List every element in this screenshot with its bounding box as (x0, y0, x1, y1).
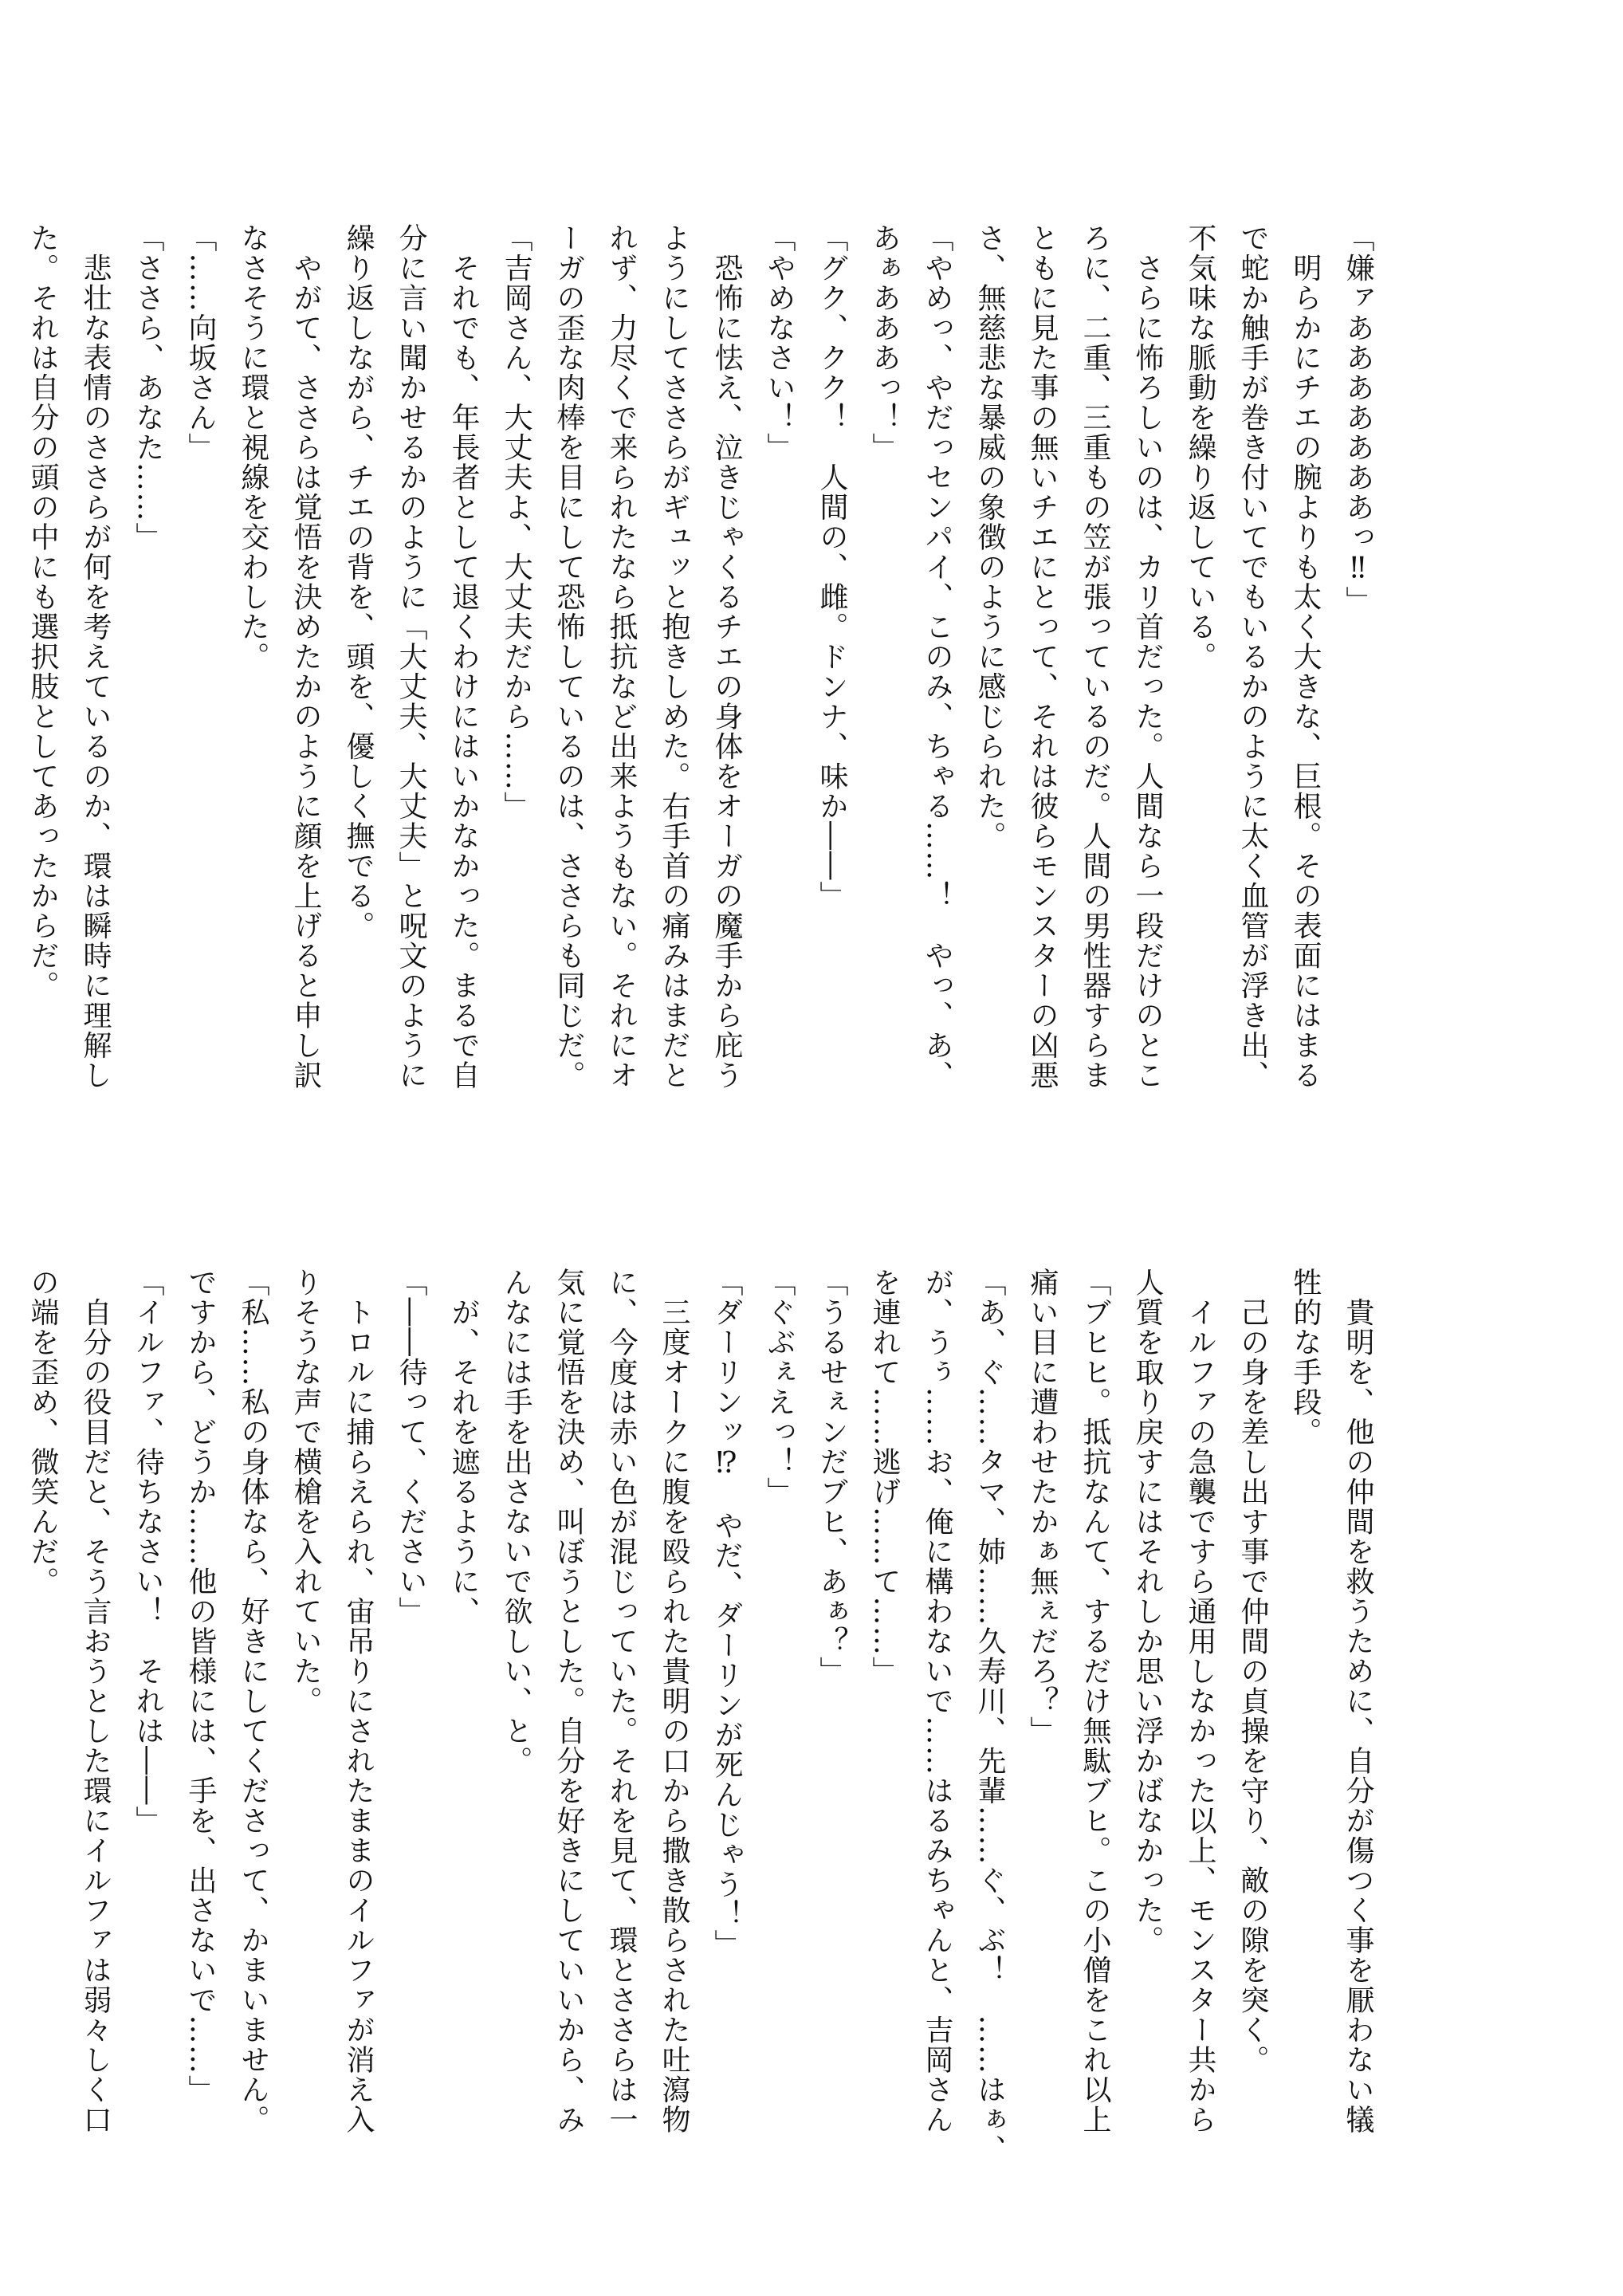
text-line: 「嫌ァあああああああっ‼」 (1342, 223, 1374, 616)
text-line: の端を歪め、微笑んだ。 (26, 1268, 59, 1597)
text-line: 「ダーリンッ⁉ やだ、ダーリンが死んじゃう！」 (710, 1268, 743, 1960)
text-line: ともに見た事の無いチエにとって、それは彼らモンスターの凶悪 (1026, 223, 1059, 1091)
text-line: ですから、どうか……他の皆様には、手を、出さないで……」 (184, 1268, 217, 2105)
text-line: 明らかにチエの腕よりも太く大きな、巨根。その表面にはまる (1289, 223, 1322, 1091)
text-line: やがて、ささらは覚悟を決めたかのように顔を上げると申し訳 (289, 223, 322, 1091)
text-line: ーガの歪な肉棒を目にして恐怖しているのは、ささらも同じだ。 (552, 223, 585, 1091)
text-line: イルファの急襲ですら通用しなかった以上、モンスター共から (1184, 1268, 1216, 2135)
text-line: それでも、年長者として退くわけにはいかなかった。まるで自 (447, 223, 480, 1091)
text-line: 「やめっ、やだっセンパイ、このみ、ちゃる……！ やっ、あ、 (921, 223, 953, 1091)
text-line: トロルに捕らえられ、宙吊りにされたままのイルファが消え入 (342, 1268, 375, 2135)
text-line: れず、力尽くで来られたなら抵抗など出来ようもない。それにオ (605, 223, 638, 1091)
text-line: 悲壮な表情のささらが何を考えているのか、環は瞬時に理解し (79, 223, 112, 1091)
text-line: 「うるせぇンだブヒ、あぁ？」 (815, 1268, 848, 1686)
text-line: 「ぐぶぇえっ！」 (763, 1268, 796, 1507)
text-line: りそうな声で横槍を入れていた。 (289, 1268, 322, 1716)
text-line: さらに怖ろしいのは、カリ首だった。人間なら一段だけのとこ (1131, 223, 1164, 1091)
text-line: 人質を取り戻すにはそれしか思い浮かばなかった。 (1131, 1268, 1164, 1956)
text-line: 「……向坂さん」 (184, 223, 217, 462)
text-line: に、今度は赤い色が混じっていた。それを見て、環とささらは一 (605, 1268, 638, 2135)
text-line: が、それを遮るように、 (447, 1268, 480, 1626)
text-block-bottom (16, 1268, 1384, 2164)
text-line: 「私……私の身体なら、好きにしてくださって、かまいません。 (237, 1268, 269, 2135)
text-line: 恐怖に怯え、泣きじゃくるチエの身体をオーガの魔手から庇う (710, 223, 743, 1091)
text-line: ろに、二重、三重もの笠が張っているのだ。人間の男性器すらま (1079, 223, 1111, 1091)
text-line: を連れて……逃げ……て……」 (868, 1268, 901, 1686)
text-line: た。それは自分の頭の中にも選択肢としてあったからだ。 (26, 223, 59, 1001)
text-line: 「やめなさい！」 (763, 223, 796, 462)
text-line: 分に言い聞かせるかのように「大丈夫、大丈夫」と呪文のように (395, 223, 427, 1091)
text-line: 己の身を差し出す事で仲間の貞操を守り、敵の隙を突く。 (1236, 1268, 1269, 2075)
text-line: 牲的な手段。 (1289, 1268, 1322, 1447)
text-line: 三度オークに腹を殴られた貴明の口から撒き散らされた吐瀉物 (658, 1268, 690, 2135)
text-line: 気に覚悟を決め、叫ぼうとした。自分を好きにしていいから、み (552, 1268, 585, 2135)
text-line: んなには手を出さないで欲しい、と。 (500, 1268, 532, 1776)
text-line: 貴明を、他の仲間を救うために、自分が傷つく事を厭わない犠 (1342, 1268, 1374, 2135)
text-line: 不気味な脈動を繰り返している。 (1184, 223, 1216, 672)
text-block-top (16, 223, 1384, 1180)
text-line: 自分の役目だと、そう言おうとした環にイルファは弱々しく口 (79, 1268, 112, 2135)
text-line: 繰り返しながら、チエの背を、頭を、優しく撫でる。 (342, 223, 375, 941)
text-line: なさそうに環と視線を交わした。 (237, 223, 269, 672)
text-line: ようにしてささらがギュッと抱きしめた。右手首の痛みはまだと (658, 223, 690, 1091)
text-line: あぁあああっ！」 (868, 223, 901, 462)
text-line: 「グク、クク！ 人間の、雌。ドンナ、味か――」 (815, 223, 848, 911)
text-line: 「イルファ、待ちなさい！ それは――」 (132, 1268, 164, 1836)
text-line: が、うぅ……お、俺に構わないで……はるみちゃんと、吉岡さん (921, 1268, 953, 2135)
text-line: 「――待って、ください」 (395, 1268, 427, 1626)
text-line: で蛇か触手が巻き付いてでもいるかのように太く血管が浮き出、 (1236, 223, 1269, 1091)
text-line: さ、無慈悲な暴威の象徴のように感じられた。 (973, 223, 1006, 851)
text-line: 「吉岡さん、大丈夫よ、大丈夫だから……」 (500, 223, 532, 821)
text-line: 「ブヒヒ。抵抗なんて、するだけ無駄ブヒ。この小僧をこれ以上 (1079, 1268, 1111, 2135)
text-line: 「あ、ぐ……タマ、姉……久寿川、先輩……ぐ、ぶ！ ……はぁ、 (973, 1268, 1006, 2164)
text-line: 痛い目に遭わせたかぁ無ぇだろ？」 (1026, 1268, 1059, 1746)
text-line: 「ささら、あなた……」 (132, 223, 164, 552)
